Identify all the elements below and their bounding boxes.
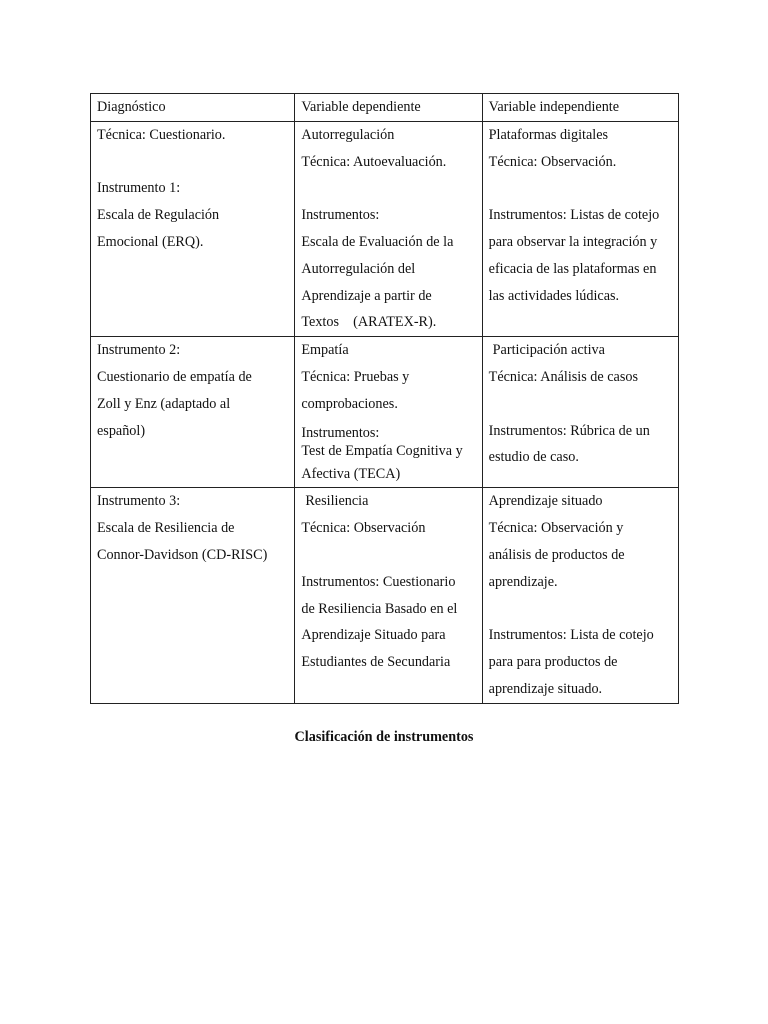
cell-variable-dependiente: Empatía Técnica: Pruebas y comprobaciones. Instrumentos: Test de Empatía Cognitiva y Afectiva (TECA) xyxy=(295,337,482,488)
cell-diagnostico: Instrumento 3: Escala de Resiliencia de Connor-Davidson (CD-RISC) xyxy=(91,488,295,703)
cell-variable-independiente: Aprendizaje situado Técnica: Observación y análisis de productos de aprendizaje. Instrumentos: Lista de cotejo para para productos de aprendizaje situado. xyxy=(482,488,678,703)
table-row xyxy=(91,488,679,703)
table-row xyxy=(91,121,679,336)
header-cell-diagnostico: Diagnóstico xyxy=(91,94,295,122)
cell-variable-independiente: Participación activa Técnica: Análisis de casos Instrumentos: Rúbrica de un estudio de caso. xyxy=(482,337,678,488)
cell-diagnostico: Instrumento 2: Cuestionario de empatía de Zoll y Enz (adaptado al español) xyxy=(91,337,295,488)
instruments-table xyxy=(90,93,679,704)
header-cell-variable-dependiente: Variable dependiente xyxy=(295,94,482,122)
header-cell-variable-independiente: Variable independiente xyxy=(482,94,678,122)
cell-diagnostico: Técnica: Cuestionario. Instrumento 1: Escala de Regulación Emocional (ERQ). xyxy=(91,121,295,336)
table-row xyxy=(91,337,679,488)
table-header-row xyxy=(91,94,679,122)
cell-variable-dependiente: Resiliencia Técnica: Observación Instrumentos: Cuestionario de Resiliencia Basado en el Aprendizaje Situado para Estudiantes de Secundaria xyxy=(295,488,482,703)
cell-variable-independiente: Plataformas digitales Técnica: Observación. Instrumentos: Listas de cotejo para observar la integración y eficacia de las plataformas en las actividades lúdicas. xyxy=(482,121,678,336)
cell-variable-dependiente: Autorregulación Técnica: Autoevaluación. Instrumentos: Escala de Evaluación de la Autorregulación del Aprendizaje a partir de Textos (ARATEX-R). xyxy=(295,121,482,336)
table-caption: Clasificación de instrumentos xyxy=(294,729,474,745)
